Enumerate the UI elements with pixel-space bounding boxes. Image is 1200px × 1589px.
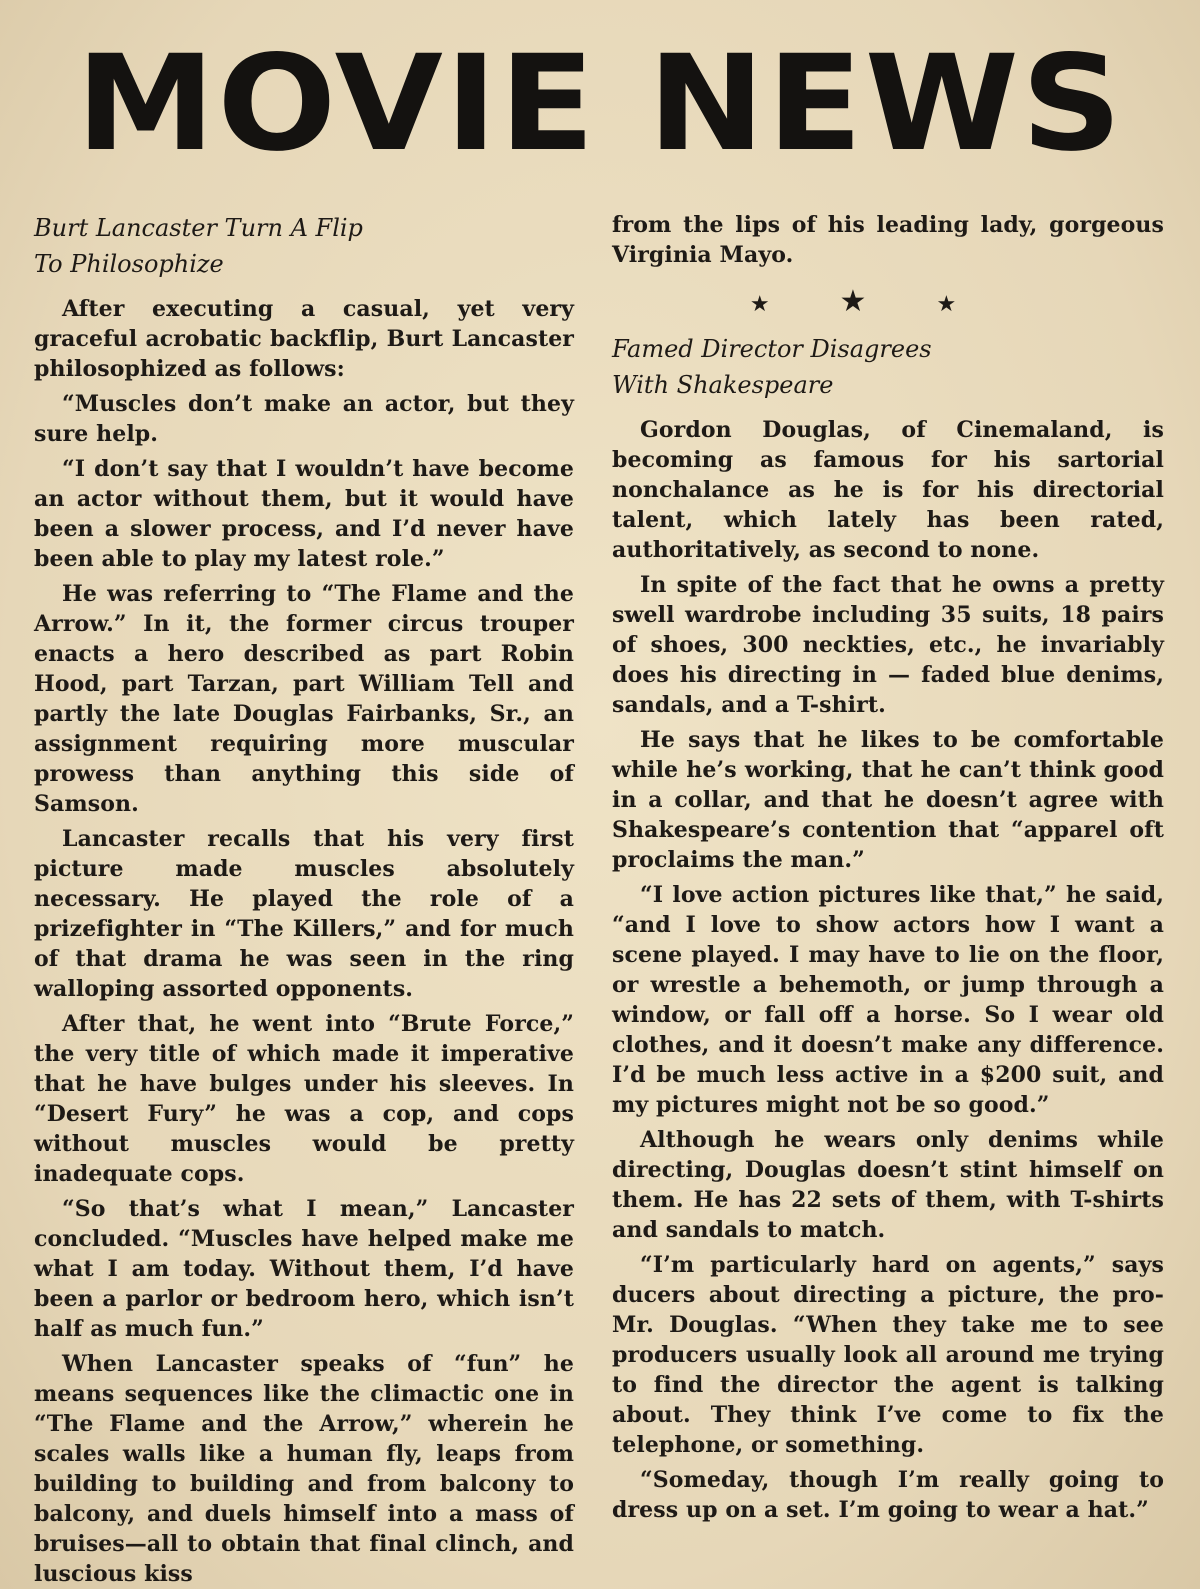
article2-paragraph: He says that he likes to be comfortable while he’s working, that he can’t think good in a collar, and that he doesn’t agree with Shakespeare’s contention that “apparel oft proclaims the man.” bbox=[612, 727, 1164, 873]
masthead-title: MOVIE NEWS bbox=[75, 27, 1125, 181]
article1-headline-line2: To Philosophize bbox=[34, 250, 224, 278]
article2-headline bbox=[612, 331, 1164, 403]
star-icon: ★ bbox=[936, 292, 1027, 317]
article2-paragraph: Gordon Douglas, of Cinemaland, is becoming as famous for his sartorial nonchalance as he is for his directorial talent, which lately has been rated, authoritatively, as second to none. bbox=[612, 417, 1164, 563]
article1-paragraph: He was referring to “The Flame and the Arrow.” In it, the former circus trouper enacts a hero described as part Robin Hood, part Tarzan, part William Tell and partly the late Douglas Fairbanks, Sr., an assignment requiring more muscular prowess than anything this side of Samson. bbox=[34, 581, 574, 817]
right-column bbox=[612, 210, 1164, 1525]
article1-paragraph: “I don’t say that I wouldn’t have become an actor without them, but it would have been a slower process, and I’d never have been able to play my latest role.” bbox=[34, 456, 574, 572]
article2-paragraph: “I’m particularly hard on agents,” says ducers about directing a picture, the pro- Mr. Douglas. “When they take me to see producers usually look all around me trying to find the director the agent is talking about. They think I’ve come to fix the telephone, or something. bbox=[612, 1252, 1164, 1458]
article1-paragraph: “So that’s what I mean,” Lancaster concluded. “Muscles have helped make me what I am today. Without them, I’d have been a parlor or bedroom hero, which isn’t half as much fun.” bbox=[34, 1196, 574, 1342]
article2-paragraph: “I love action pictures like that,” he said, “and I love to show actors how I want a scene played. I may have to lie on the floor, or wrestle a behemoth, or jump through a window, or fall off a horse. So I wear old clothes, and it doesn’t make any difference. I’d be much less active in a $200 suit, and my pictures might not be so good.” bbox=[612, 882, 1164, 1118]
article1-paragraph: After that, he went into “Brute Force,” the very title of which made it imperative that he have bulges under his sleeves. In “Desert Fury” he was a cop, and cops without muscles would be pretty inadequate cops. bbox=[34, 1011, 574, 1187]
article1-paragraph: Lancaster recalls that his very first picture made muscles absolutely necessary. He played the role of a prizefighter in “The Killers,” and for much of that drama he was seen in the ring walloping assorted opponents. bbox=[34, 826, 574, 1002]
star-icon: ★ bbox=[749, 292, 840, 317]
article2-headline-line2: With Shakespeare bbox=[612, 371, 834, 399]
article1-headline bbox=[34, 210, 574, 282]
section-divider bbox=[612, 284, 1164, 319]
article2-headline-line1: Famed Director Disagrees bbox=[612, 335, 932, 363]
article1-continuation: from the lips of his leading lady, gorgeous Virginia Mayo. bbox=[612, 212, 1164, 268]
article1-headline-line1: Burt Lancaster Turn A Flip bbox=[34, 214, 363, 242]
article1-paragraph: “Muscles don’t make an actor, but they sure help. bbox=[34, 391, 574, 447]
article2-paragraph: Although he wears only denims while directing, Douglas doesn’t stint himself on them. He has 22 sets of them, with T-shirts and sandals to match. bbox=[612, 1127, 1164, 1243]
star-icon: ★ bbox=[839, 284, 937, 319]
article1-paragraph: When Lancaster speaks of “fun” he means sequences like the climactic one in “The Flame and the Arrow,” wherein he scales walls like a human fly, leaps from building to building and from balcony to balcony, and duels himself into a mass of bruises—all to obtain that final clinch, and luscious kiss bbox=[34, 1351, 574, 1587]
left-column bbox=[34, 210, 574, 1589]
article2-paragraph: In spite of the fact that he owns a pretty swell wardrobe including 35 suits, 18 pairs of shoes, 300 neckties, etc., he invariably does his directing in — faded blue denims, sandals, and a T-shirt. bbox=[612, 572, 1164, 718]
article2-paragraph: “Someday, though I’m really going to dress up on a set. I’m going to wear a hat.” bbox=[612, 1467, 1164, 1523]
article1-paragraph: After executing a casual, yet very graceful acrobatic backflip, Burt Lancaster philosophized as follows: bbox=[34, 296, 574, 382]
